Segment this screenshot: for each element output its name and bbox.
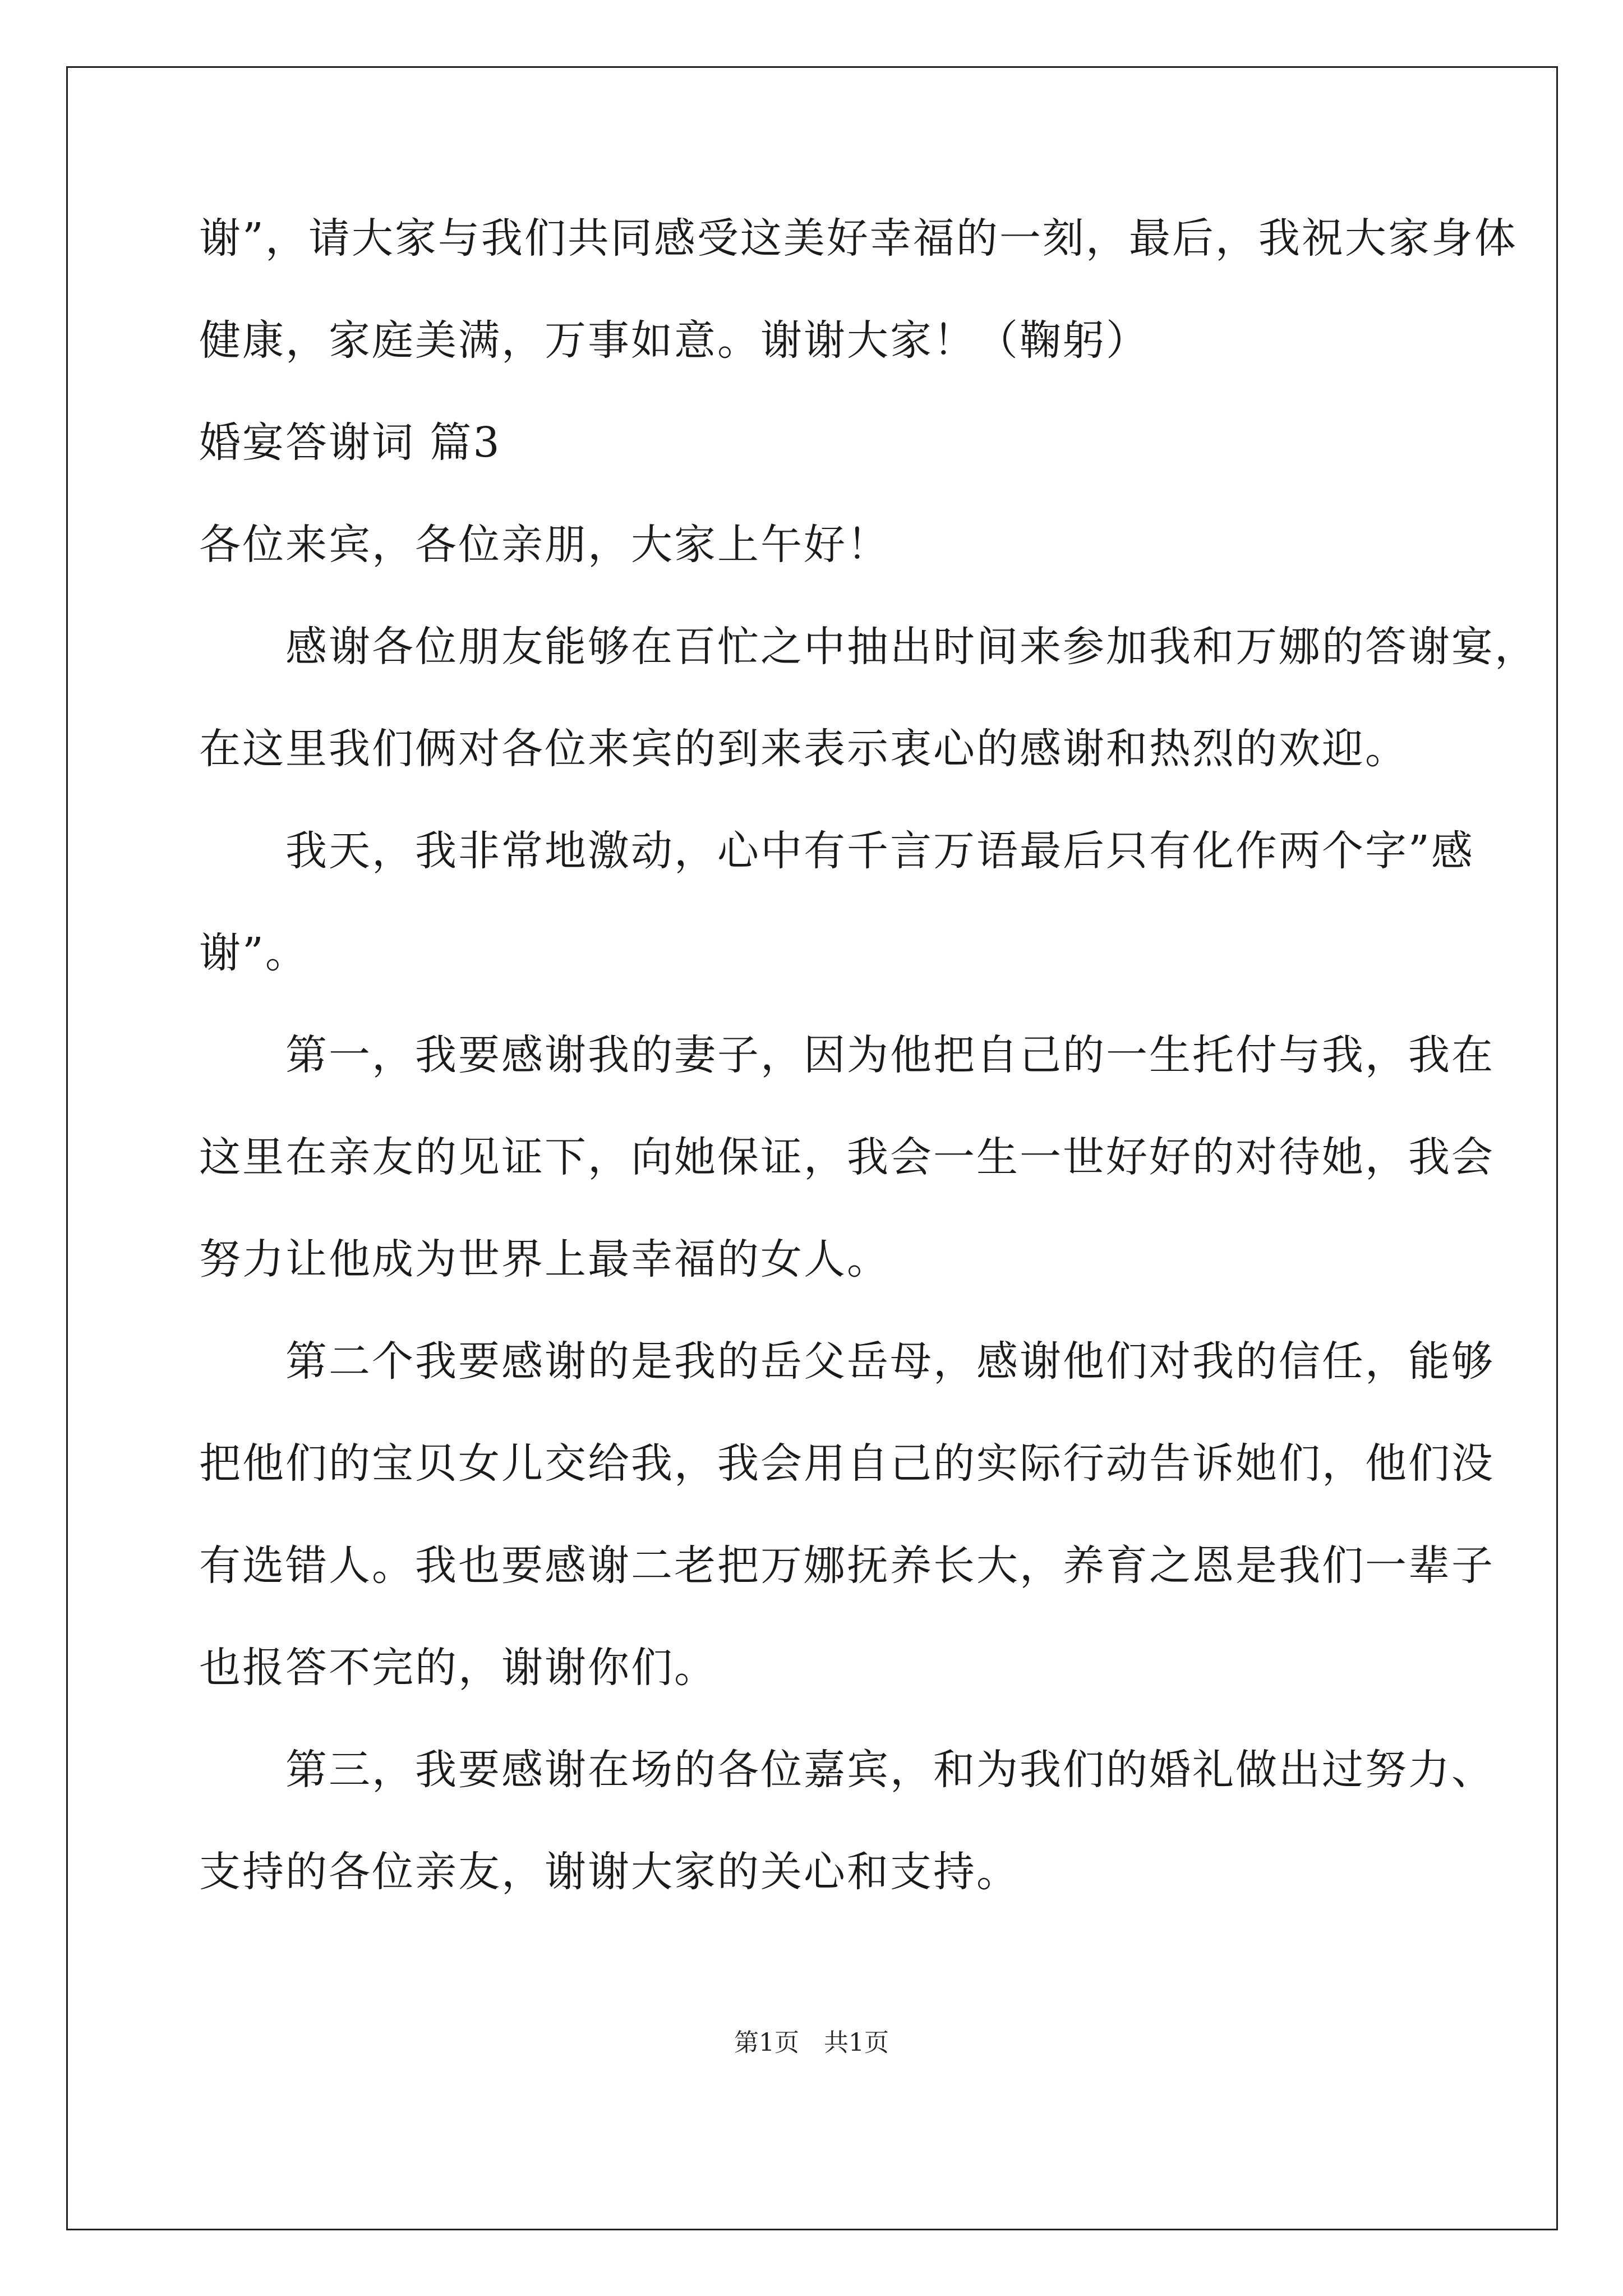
text-line: 努力让他成为世界上最幸福的女人。 xyxy=(199,1235,890,1283)
salutation: 各位来宾，各位亲朋，大家上午好！ xyxy=(199,521,890,569)
text-line: 我天，我非常地激动，心中有千言万语最后只有化作两个字”感 xyxy=(199,827,1474,875)
page-footer: 第1页 共1页 xyxy=(734,2028,889,2057)
text-line: 这里在亲友的见证下，向她保证，我会一生一世好好的对待她，我会 xyxy=(199,1133,1495,1181)
text-line: 把他们的宝贝女儿交给我，我会用自己的实际行动告诉她们，他们没 xyxy=(199,1439,1495,1488)
text-line: 支持的各位亲友，谢谢大家的关心和支持。 xyxy=(199,1848,1020,1896)
text-line: 第二个我要感谢的是我的岳父岳母，感谢他们对我的信任，能够 xyxy=(199,1337,1495,1386)
text-line: 健康，家庭美满，万事如意。谢谢大家！（鞠躬） xyxy=(199,316,1149,365)
text-line: 第一，我要感谢我的妻子，因为他把自己的一生托付与我，我在 xyxy=(199,1031,1495,1079)
text-line: 谢”。 xyxy=(199,929,308,977)
text-line: 也报答不完的，谢谢你们。 xyxy=(199,1644,717,1692)
text-line: 感谢各位朋友能够在百忙之中抽出时间来参加我和万娜的答谢宴， xyxy=(199,623,1538,671)
text-line: 谢”，请大家与我们共同感受这美好幸福的一刻，最后，我祝大家身体 xyxy=(199,214,1518,263)
text-line: 在这里我们俩对各位来宾的到来表示衷心的感谢和热烈的欢迎。 xyxy=(199,725,1408,773)
text-line: 有选错人。我也要感谢二老把万娜抚养长大，养育之恩是我们一辈子 xyxy=(199,1542,1495,1590)
text-line: 第三，我要感谢在场的各位嘉宾，和为我们的婚礼做出过努力、 xyxy=(199,1746,1495,1794)
section-heading: 婚宴答谢词 篇3 xyxy=(199,418,501,467)
